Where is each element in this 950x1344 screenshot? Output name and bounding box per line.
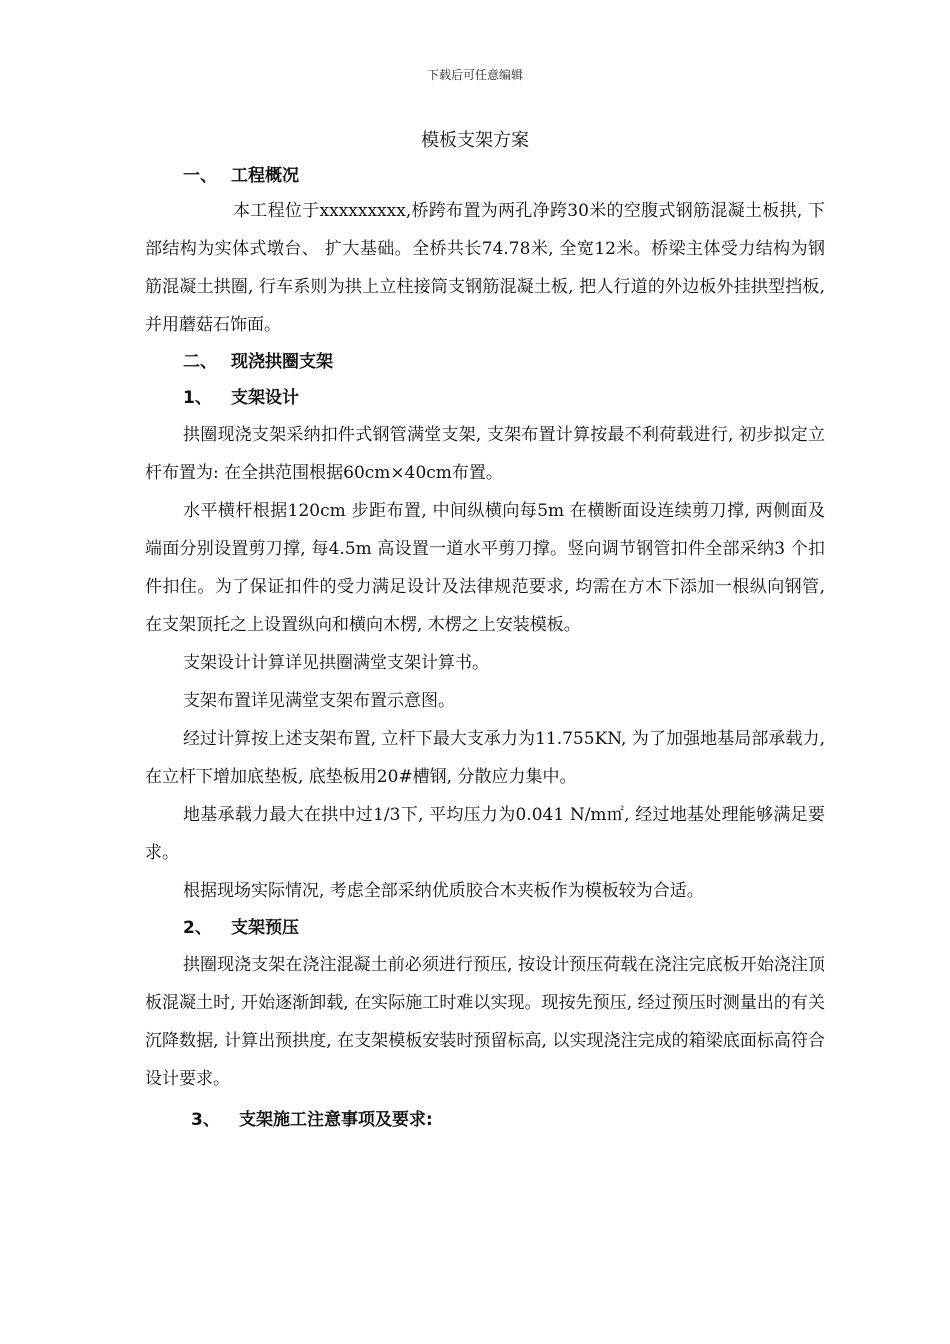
paragraph-calc-reference: 支架设计计算详见拱圈满堂支架计算书。 [183,653,489,673]
section-number: 一、 [183,166,217,186]
paragraph-foundation-capacity: 地基承载力最大在拱中过1/3下, 平均压力为0.041 N/m㎡, 经过地基处理能够满足要求。 [145,805,825,863]
paragraph-bearing-force: 经过计算按上述支架布置, 立杆下最大支承力为11.755KN, 为了加强地基局部承载力, 在立杆下增加底垫板, 底垫板用20#槽钢, 分散应力集中。 [145,729,825,787]
paragraph-horizontal-bars: 水平横杆根据120cm 步距布置, 中间纵横向每5m 在横断面设连续剪刀撑, 两侧面及端面分别设置剪刀撑, 每4.5m 高设置一道水平剪刀撑。竖向调节钢管扣件全部采纳3 个扣件扣住。为了保证扣件的受力满足设计及法律规范要求, 均需在方木下添加一根纵向钢管, 在支架顶托之上设置纵向和横向木楞, 木楞之上安装模板。 [145,501,825,635]
subsection-number: 2、 [183,918,212,938]
section-heading-overview [183,160,825,192]
subsection-title: 支架设计 [231,388,299,408]
document-title: 模板支架方案 [421,130,529,151]
subsection-heading-preloading [183,910,825,946]
paragraph-overview: 本工程位于xxxxxxxxx,桥跨布置为两孔净跨30米的空腹式钢筋混凝土板拱, 下部结构为实体式墩台、 扩大基础。全桥共长74.78米, 全宽12米。桥梁主体受力结构为钢筋混凝土拱圈, 行车系则为拱上立柱接筒支钢筋混凝土板, 把人行道的外边板外挂拱型挡板, 并用蘑菇石饰面。 [145,201,825,335]
subsection-heading-construction-notes [191,1102,825,1138]
section-number: 二、 [183,352,217,372]
paragraph-layout-reference: 支架布置详见满堂支架布置示意图。 [183,691,455,711]
section-title: 现浇拱圈支架 [231,352,333,372]
paragraph-formwork-material: 根据现场实际情况, 考虑全部采纳优质胶合木夹板作为模板较为合适。 [183,881,704,901]
paragraph-support-layout: 拱圈现浇支架采纳扣件式钢管满堂支架, 支架布置计算按最不利荷载进行, 初步拟定立杆布置为: 在全拱范围根据60cm×40cm布置。 [145,425,825,483]
subsection-title: 支架预压 [231,918,299,938]
subsection-heading-support-design [183,380,825,416]
header-note: 下载后可任意编辑 [426,68,523,82]
section-heading-arch-support [183,344,825,380]
subsection-number: 3、 [191,1110,220,1130]
subsection-number: 1、 [183,388,212,408]
paragraph-preloading: 拱圈现浇支架在浇注混凝土前必须进行预压, 按设计预压荷载在浇注完底板开始浇注顶板混凝土时, 开始逐渐卸载, 在实际施工时难以实现。现按先预压, 经过预压时测量出的有关沉降数据, 计算出预拱度, 在支架模板安装时预留标高, 以实现浇注完成的箱梁底面标高符合设计要求。 [145,955,825,1089]
subsection-title: 支架施工注意事项及要求: [239,1110,433,1130]
section-title: 工程概况 [231,166,299,186]
document-body [145,160,825,1138]
